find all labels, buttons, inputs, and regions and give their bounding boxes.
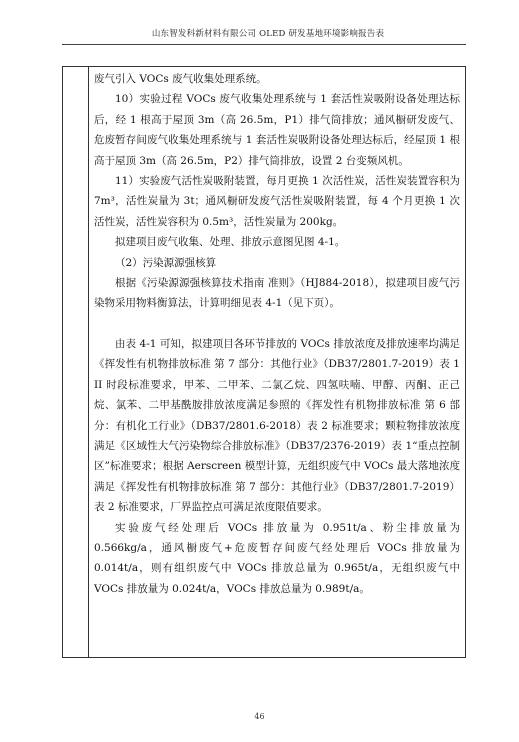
table-frame <box>62 66 466 658</box>
paragraph-emissions-total: 实验废气经处理后 VOCs 排放量为 0.951t/a、粉尘排放量为 0.566kg/a，通风橱废气+危废暂存间废气经处理后 VOCs 排放量为 0.014t/a，则有组织废气中 VOCs 排放总量为 0.965t/a，无组织废气中 VOCs 排放量为 0.024t/a，VOCs 排放总量为 0.989t/a。 <box>94 521 460 595</box>
header-rule <box>62 44 466 45</box>
section-heading: （2）污染源源强核算 <box>115 256 217 269</box>
paragraph-item-10: 10）实验过程 VOCs 废气收集处理系统与 1 套活性炭吸附设备处理达标后，经 1 根高于屋顶 3m（高 26.5m，P1）排气筒排放；通风橱研发废气、危废暂存间废气收集处理系统与 1 套活性炭吸附设备处理达标后，经屋顶 1 根高于屋顶 3m（高 26.5m，P2）排气筒排放，设置 2 台变频风机。 <box>94 93 460 167</box>
paragraph-method: 根据《污染源源强核算技术指南 准则》（HJ884-2018），拟建项目废气污染物采用物料衡算法，计算明细见表 4-1（见下页）。 <box>94 277 460 310</box>
paragraph-item-11: 11）实验废气活性炭吸附装置，每月更换 1 次活性炭，活性炭装置容积为 7m³，活性炭量为 3t；通风橱研发废气活性炭吸附装置，每 4 个月更换 1 次活性炭，活性炭容积为 0.5m³，活性炭量为 200kg。 <box>94 175 460 228</box>
table-content-cell <box>94 69 460 599</box>
page-header: 山东智发科新材料有限公司 OLED 研发基地环境影响报告表 <box>151 29 385 39</box>
paragraph-continuation: 废气引入 VOCs 废气收集处理系统。 <box>94 73 267 85</box>
paragraph-gap <box>94 314 460 334</box>
page-number: 46 <box>254 712 265 721</box>
paragraph-figure-ref: 拟建项目废气收集、处理、排放示意图见图 4-1。 <box>115 236 346 249</box>
table-left-column <box>63 67 89 657</box>
paragraph-compliance: 由表 4-1 可知，拟建项目各环节排放的 VOCs 排放浓度及排放速率均满足《挥发性有机物排放标准 第 7 部分：其他行业》（DB37/2801.7-2019）表 1 II 时段标准要求，甲苯、二甲苯、二氯乙烷、四氢呋喃、甲醇、丙酮、正己烷、氯苯、二甲基酰胺排放浓度满足参照的《挥发性有机物排放标准 第 6 部分：有机化工行业》（DB37/2801.6-2018）表 2 标准要求；颗粒物排放浓度满足《区域性大气污染物综合排放标准》（DB37/2376-2019）表 1“重点控制区”标准要求；根据 Aerscreen 模型计算，无组织废气中 VOCs 最大落地浓度满足《挥发性有机物排放标准 第 7 部分：其他行业》（DB37/2801.7-2019）表 2 标准要求，厂界监控点可满足浓度限值要求。 <box>94 337 460 514</box>
